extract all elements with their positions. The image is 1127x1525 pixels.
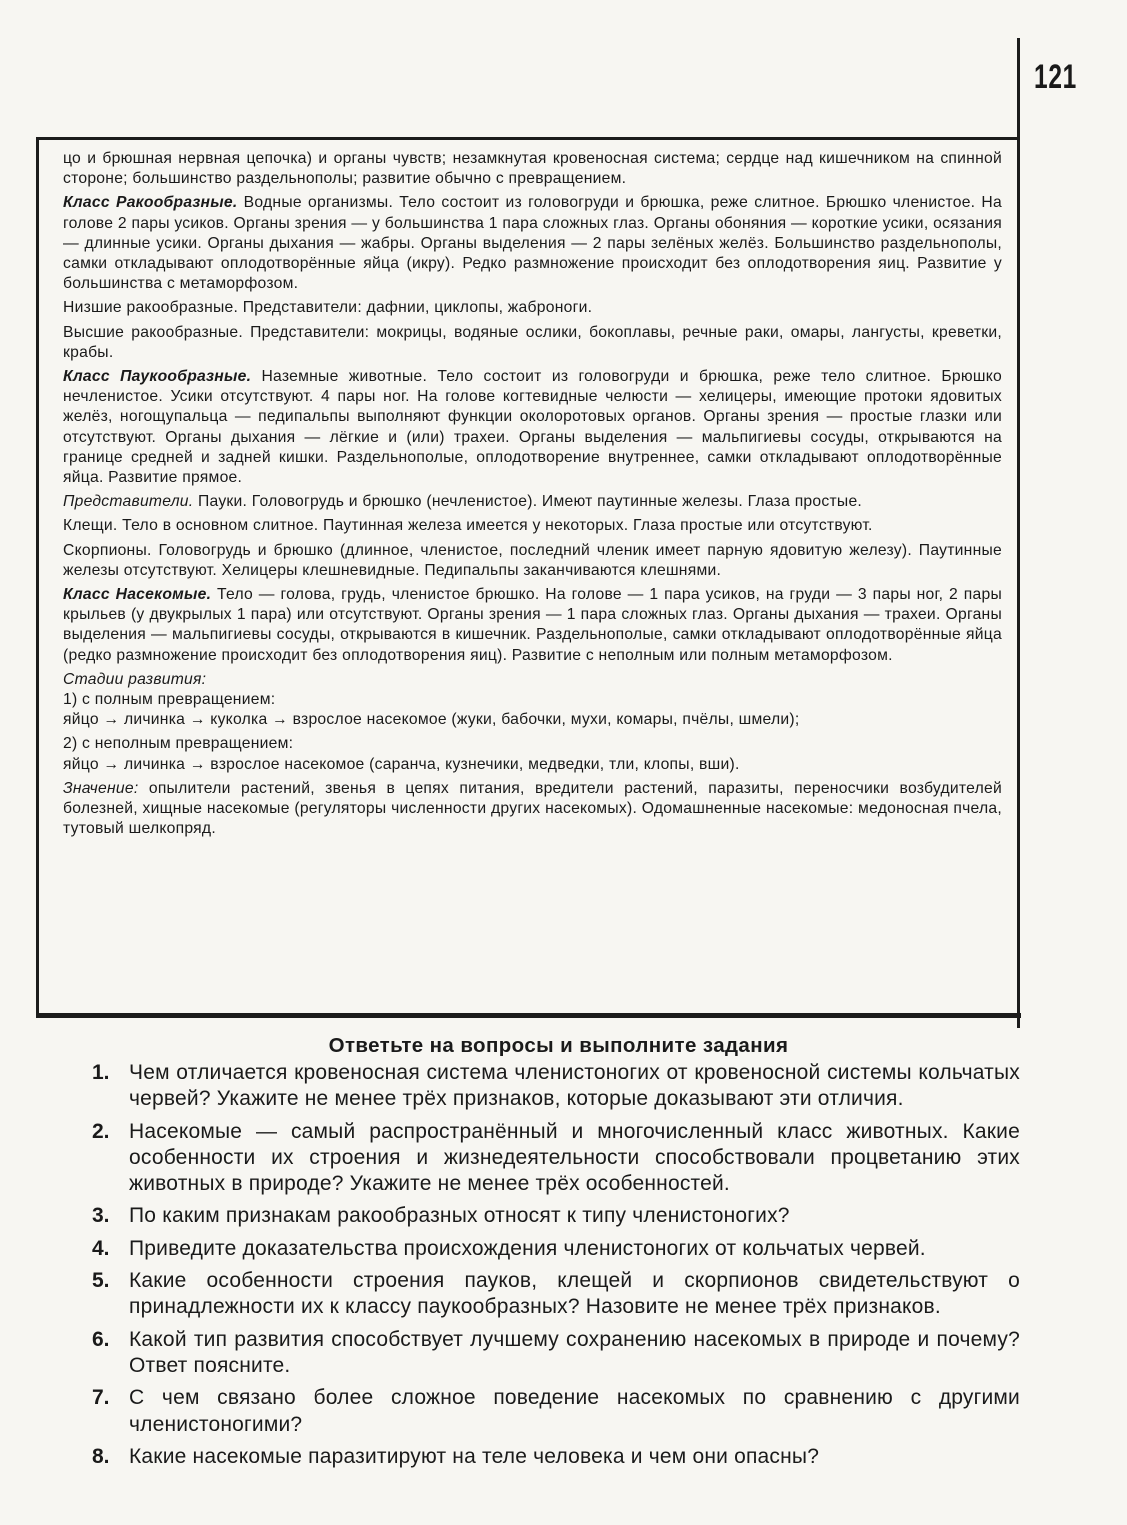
insects-paragraph bbox=[63, 585, 1002, 666]
questions-heading: Ответьте на вопросы и выполните задания bbox=[328, 1034, 789, 1057]
intro-paragraph: цо и брюшная нервная цепочка) и органы чувств; незамкнутая кровеносная система; сердце над кишечником на спинной стороне; большинство раздельнополы; развитие обычно с превращением. bbox=[63, 150, 1002, 188]
representatives-label: Представители. bbox=[63, 493, 194, 511]
question-text: Насекомые — самый распространённый и многочисленный класс животных. Какие особенности их строения и жизнедеятельности способствовали процветанию этих животных в природе? Укажите не менее трёх особенностей. bbox=[129, 1119, 1020, 1196]
question-text: Чем отличается кровеносная система членистоногих от кровеносной системы кольчатых червей? Укажите не менее трёх признаков, которые доказывают эти отличия. bbox=[129, 1061, 1020, 1111]
question-number: 2. bbox=[92, 1119, 110, 1143]
question-number: 5. bbox=[92, 1269, 110, 1293]
question-text: Приведите доказательства происхождения членистоногих от кольчатых червей. bbox=[129, 1236, 926, 1260]
question-number: 7. bbox=[92, 1386, 110, 1410]
questions-list bbox=[92, 1060, 1020, 1476]
page-number: 121 bbox=[1034, 58, 1078, 96]
question-number: 6. bbox=[92, 1327, 110, 1351]
spiders-text: Пауки. Головогрудь и брюшко (нечленистое). Имеют паутинные железы. Глаза простые. bbox=[193, 493, 863, 511]
incomplete-metamorphosis-label: 2) с неполным превращением: bbox=[63, 735, 294, 753]
arachnids-text: Наземные животные. Тело состоит из головогруди и брюшка, реже тело слитное. Брюшко нечленистое. Усики отсутствуют. 4 пары ног. На голове когтевидные челюсти — хелицеры, имеющие протоки ядовитых желёз, ногощупальца — педипальпы выполняют функции околоротовых органов. Органы зрения — простые глазки или отсутствуют. Органы дыхания — лёгкие и (или) трахеи. Органы выделения — мальпигиевы сосуды, открываются на границе средней и задней кишки. Раздельнополые, оплодотворение внутреннее, самки откладывают оплодотворённые яйца. Развитие прямое. bbox=[63, 368, 1002, 487]
question-item bbox=[92, 1119, 1020, 1198]
lower-crustaceans-paragraph: Низшие ракообразные. Представители: дафнии, циклопы, жаброноги. bbox=[63, 299, 593, 317]
incomplete-metamorphosis-chain: яйцо → личинка → взрослое насекомое (саранча, кузнечики, медведки, тли, клопы, вши). bbox=[63, 755, 740, 773]
crustaceans-heading: Класс Ракообразные. bbox=[63, 194, 238, 212]
significance-text: опылители растений, звенья в цепях питания, вредители растений, паразиты, переносчики возбудителей болезней, хищные насекомые (регуляторы численности других насекомых). Одомашненные насекомые: медоносная пчела, тутовый шелкопряд. bbox=[63, 779, 1002, 838]
question-text: Какие насекомые паразитируют на теле человека и чем они опасны? bbox=[129, 1444, 820, 1468]
question-item bbox=[92, 1203, 1020, 1229]
question-item bbox=[92, 1236, 1020, 1262]
question-item bbox=[92, 1268, 1020, 1321]
insects-text: Тело — голова, грудь, членистое брюшко. На голове — 1 пара усиков, на груди — 3 пары ног, 2 пары крыльев (у двукрылых 1 пара) или отсутствуют. Органы зрения — 1 пара сложных глаз. Органы дыхания — трахеи. Органы выделения — мальпигиевы сосуды, открываются в кишечник. Раздельнополые, самки откладывают оплодотворённые яйца (редко размножение происходит без оплодотворения яиц). Развитие с неполным или полным метаморфозом. bbox=[63, 586, 1002, 664]
complete-metamorphosis-label: 1) с полным превращением: bbox=[63, 691, 276, 709]
question-number: 4. bbox=[92, 1236, 110, 1260]
mites-paragraph: Клещи. Тело в основном слитное. Паутинная железа имеется у некоторых. Глаза простые или отсутствуют. bbox=[63, 517, 873, 535]
spiders-paragraph bbox=[63, 492, 1002, 512]
box-bottom-rule bbox=[36, 1013, 1021, 1018]
scorpions-paragraph: Скорпионы. Головогрудь и брюшко (длинное, членистое, последний членик имеет парную ядовитую железу). Паутинные железы отсутствуют. Хелицеры клешневидные. Педипальпы заканчиваются клешнями. bbox=[63, 541, 1002, 579]
question-item bbox=[92, 1327, 1020, 1380]
question-number: 8. bbox=[92, 1444, 110, 1468]
question-number: 3. bbox=[92, 1204, 110, 1228]
question-number: 1. bbox=[92, 1061, 110, 1084]
question-item bbox=[92, 1444, 1020, 1470]
summary-box bbox=[36, 137, 1018, 1018]
crustaceans-text: Водные организмы. Тело состоит из головогруди и брюшка, реже слитное. Брюшко членистое. На голове 2 пары усиков. Органы зрения — у большинства 1 пара сложных глаз. Органы обоняния — короткие усики, осязания — длинные усики. Органы дыхания — жабры. Органы выделения — 2 пары зелёных желёз. Большинство раздельнополы, самки откладывают оплодотворённые яйца (икру). Редко размножение происходит без оплодотворения яиц. Развитие у большинства с метаморфозом. bbox=[63, 194, 1002, 293]
question-text: Какой тип развития способствует лучшему сохранению насекомых в природе и почему? Ответ поясните. bbox=[129, 1327, 1020, 1377]
significance-label: Значение: bbox=[63, 779, 139, 797]
complete-metamorphosis-chain: яйцо → личинка → куколка → взрослое насекомое (жуки, бабочки, мухи, комары, пчёлы, шмели); bbox=[63, 711, 800, 729]
question-text: Какие особенности строения пауков, клещей и скорпионов свидетельствуют о принадлежности их к классу паукообразных? Назовите не менее трёх признаков. bbox=[129, 1269, 1020, 1319]
significance-paragraph bbox=[63, 779, 1002, 840]
arachnids-heading: Класс Паукообразные. bbox=[63, 368, 252, 386]
question-text: С чем связано более сложное поведение насекомых по сравнению с другими членистоногими? bbox=[129, 1386, 1020, 1436]
higher-crustaceans-paragraph: Высшие ракообразные. Представители: мокрицы, водяные ослики, бокоплавы, речные раки, омары, лангусты, креветки, крабы. bbox=[63, 323, 1002, 361]
question-item bbox=[92, 1060, 1020, 1113]
arachnids-paragraph bbox=[63, 367, 1002, 488]
question-text: По каким признакам ракообразных относят к типу членистоногих? bbox=[129, 1204, 790, 1228]
stages-label: Стадии развития: bbox=[63, 670, 207, 688]
insects-heading: Класс Насекомые. bbox=[63, 586, 212, 604]
question-item bbox=[92, 1385, 1020, 1438]
crustaceans-paragraph bbox=[63, 193, 1002, 294]
